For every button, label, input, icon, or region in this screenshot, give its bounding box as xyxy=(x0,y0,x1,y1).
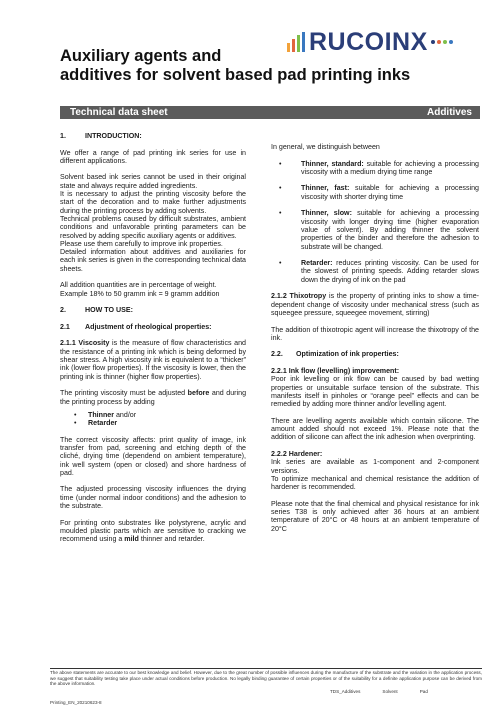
footer-divider xyxy=(50,668,482,669)
heading-text: Adjustment of rheological properties: xyxy=(85,322,212,331)
list-item: • Thinner, fast: suitable for achieving a processing viscosity with shorter drying time xyxy=(279,184,479,201)
bullet-icon: • xyxy=(74,410,77,419)
heading-number: 2. xyxy=(60,306,66,315)
footer-disclaimer: The above statements are accurate to our best knowledge and belief. However, due to the great number of possible influences during the manufacture of the substrate and the variation in the application process, we suggest that suitability testing take place under actual conditions before production. No legally binding guarantee of certain properties or of the suitability for a definite application purpose can be derived from the above information. xyxy=(50,670,482,687)
paragraph: The addition of thixotropic agent will increase the thixotropy of the ink. xyxy=(271,325,479,342)
paragraph: For printing onto substrates like polystyrene, acrylic and moulded plastic parts which are sensitive to cracking we recommend using a mild thinner and retarder. xyxy=(60,518,246,544)
list-item: • Retarder xyxy=(74,419,118,428)
heading-text: HOW TO USE: xyxy=(85,306,133,315)
paragraph: Detailed information about additives and auxiliaries for each ink series is given in the corresponding technical data sheets. xyxy=(60,248,246,273)
bullet-icon: • xyxy=(74,419,77,428)
paragraph: Solvent based ink series cannot be used in their original state and always require added ingredients. xyxy=(60,173,246,190)
paragraph: Technical problems caused by difficult substrates, ambient conditions and unfavorable printing parameters can be resolved by adding specific auxiliary agents or additives. xyxy=(60,214,246,240)
paragraph: Example 18% to 50 gramm ink = 9 gramm addition xyxy=(60,289,220,298)
list-item: • Thinner and/or xyxy=(74,410,137,419)
section-banner xyxy=(60,106,480,119)
banner-right-label: Additives xyxy=(426,107,472,118)
footer-ref-pad: Pad xyxy=(419,689,428,694)
bullet-icon: • xyxy=(279,159,282,168)
footer-reference xyxy=(330,689,428,694)
title-line-2: additives for solvent based pad printing inks xyxy=(60,66,411,84)
right-column xyxy=(271,143,479,533)
list-item: • Thinner, slow: suitable for achieving a processing viscosity with longer drying time (higher evaporation value of solvent). By adding thinner the solvent properties of the binder and therefore the adhesion to substrate will be changed. xyxy=(279,209,479,251)
document-title xyxy=(60,47,480,85)
paragraph: The printing viscosity must be adjusted before and during the printing process by adding xyxy=(60,389,247,406)
heading-text: INTRODUCTION: xyxy=(85,132,142,140)
left-column xyxy=(60,132,246,544)
heading-number: 2.1 xyxy=(60,322,70,331)
logo-wordmark: RUCOINX xyxy=(309,27,428,56)
bullet-icon: • xyxy=(279,259,282,268)
heading-number: 2.2. xyxy=(271,350,283,359)
subheading-ink-flow: 2.2.1 Ink flow (levelling) improvement: xyxy=(271,367,400,376)
banner-left-label: Technical data sheet xyxy=(70,107,168,118)
paragraph: In general, we distinguish between xyxy=(271,143,380,151)
paragraph-viscosity: 2.1.1 Viscosity is the measure of flow characteristics and the resistance of a printing ink which is being deformed by shear stress. A high viscosity ink is equivalent to a “thicker” ink (lower flow properties). If the viscosity is lower, then the printing ink is thinner (higher flow properties). xyxy=(60,339,246,381)
paragraph: There are levelling agents available which contain silicone. The amount added should not exceed 1%. Please note that the addition of silicone can affect the ink adhesion when overprinting. xyxy=(271,416,479,442)
paragraph: All addition quantities are in percentage of weight. xyxy=(60,281,217,290)
bullet-icon: • xyxy=(279,184,282,193)
paragraph: The correct viscosity affects: print quality of image, ink transfer from pad, screening and etching depth of the cliché, drying time (dependend on ambient temperature), ink well system (open or closed) and shore hardness of pad. xyxy=(60,435,246,477)
footer-ref-solvent: Solvent xyxy=(382,689,398,694)
paragraph: It is necessary to adjust the printing viscosity before the start of the decoration and to make further adjustments during the printing process by adding solvents. xyxy=(60,190,246,215)
logo-dots-icon xyxy=(431,40,453,44)
heading-text: Optimization of ink properties: xyxy=(296,350,399,359)
heading-optimization xyxy=(271,350,479,358)
footer-ref-tds: TDS_Additives xyxy=(330,689,361,694)
paragraph: We offer a range of pad printing ink series for use in different applications. xyxy=(60,148,246,165)
paragraph: To optimize mechanical and chemical resistance the addition of hardener is recommended. xyxy=(271,474,479,492)
list-item: • Thinner, standard: suitable for achieving a processing viscosity with a medium drying time range xyxy=(279,159,479,176)
heading-rheological xyxy=(60,323,246,331)
subheading-viscosity: 2.1.1 Viscosity xyxy=(60,339,110,348)
paragraph: Poor ink levelling or ink flow can be caused by bad wetting properties or unsuitable surface tension of the substrate. This manifests itself in pinholes or “orange peel” effects and can be remedied by adding more thinner and/or levelling agent. xyxy=(271,375,479,409)
subheading-hardener: 2.2.2 Hardener: xyxy=(271,449,323,458)
heading-introduction xyxy=(60,132,246,140)
bullet-icon: • xyxy=(279,209,282,218)
subheading-thixotropy: 2.1.2 Thixotropy xyxy=(271,292,327,301)
paragraph-thixotropy: 2.1.2 Thixotropy is the property of printing inks to show a time-dependent change of viscosity under mechanical stress (such as squeegee pressure, squeegee movement, stirring) xyxy=(271,292,479,317)
footer-printing-code: Printing_EN_20210623-8 xyxy=(50,700,102,705)
paragraph: The adjusted processing viscosity influences the drying time (under normal indoor conditions) and the adhesion to the substrate. xyxy=(60,485,246,511)
paragraph: Ink series are available as 1-component and 2-component versions. xyxy=(271,458,479,475)
title-line-1: Auxiliary agents and xyxy=(60,47,222,65)
paragraph: Please use them carefully to improve ink properties. xyxy=(60,239,223,248)
heading-number: 1. xyxy=(60,132,66,140)
list-item: • Retarder: reduces printing viscosity. Can be used for the slowest of printing speeds. Adding retarder slows down the drying of ink on the pad xyxy=(279,259,479,284)
paragraph: Please note that the final chemical and physical resistance for ink series T38 is only achieved after 36 hours at an ambient temperature of 20°C or 48 hours at an ambient temperature of 20°C xyxy=(271,499,479,533)
heading-how-to-use xyxy=(60,306,246,314)
